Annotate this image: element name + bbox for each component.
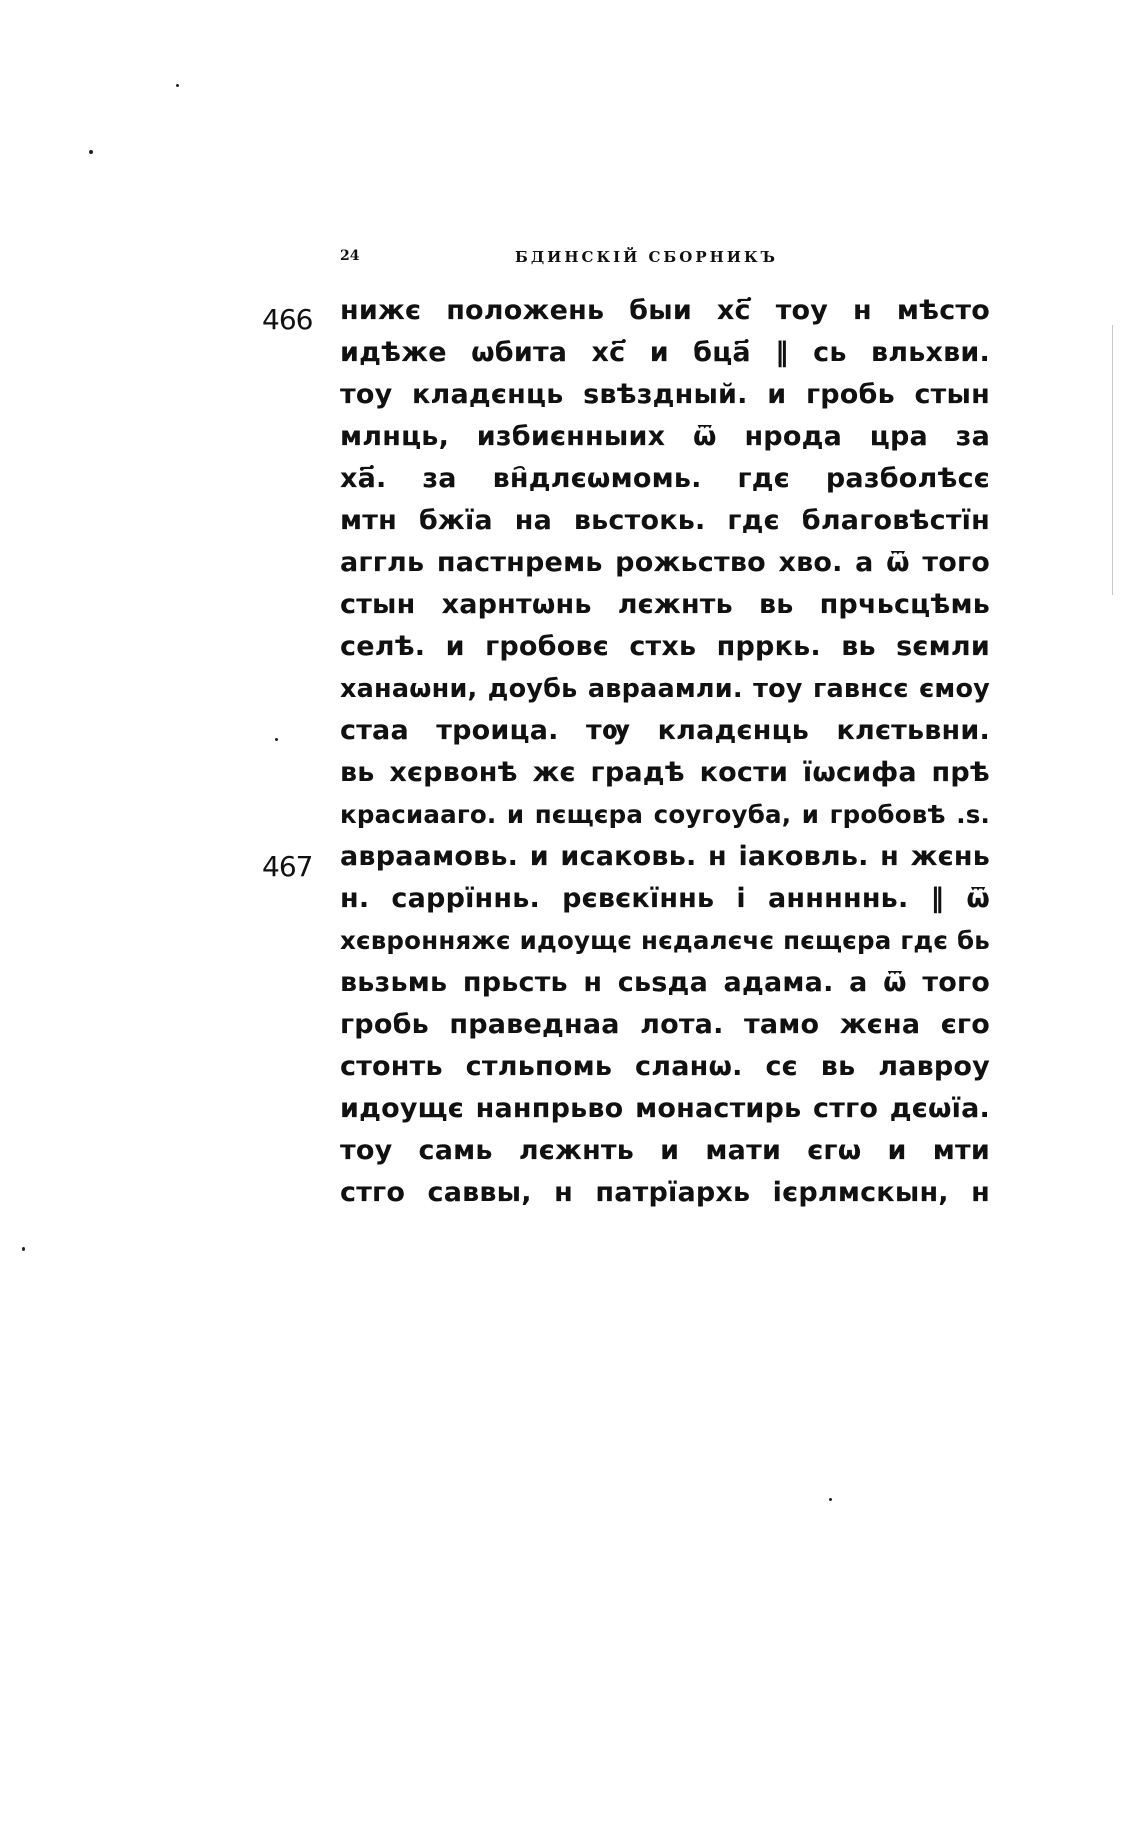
text-line: мтн бжїа на вьстокь. гдє благовѣстїн bbox=[340, 505, 990, 536]
text-line: хєвронняжє идоущє нєдалєчє пєщєра гдє бь bbox=[340, 926, 990, 955]
main-text bbox=[340, 290, 990, 1214]
scan-speck bbox=[829, 1498, 832, 1501]
text-line: гробь праведнаа лота. тамо жєна єго bbox=[340, 1009, 990, 1040]
scan-speck bbox=[275, 738, 278, 741]
text-line: стын харнтѡнь лєжнть вь прчьсцѣмь bbox=[340, 589, 990, 620]
running-title: БДИНСКІЙ СБОРНИКЪ bbox=[515, 248, 778, 266]
text-line: идоущє нанпрьво монастирь стго дєѡїа. bbox=[340, 1093, 990, 1124]
text-line: нижє положень быи хс҃ тоу н мѣсто bbox=[340, 295, 990, 326]
text-line: ханаѡни, доубь авраамли. тоу гавнсє ємоу bbox=[340, 674, 990, 704]
text-line: красиааго. и пєщєра соугоуба, и гробовѣ .ѕ. bbox=[340, 800, 990, 829]
text-line: стго саввы, н патрїархь ієрлмскын, н bbox=[340, 1177, 990, 1208]
text-line: тоу самь лєжнть и мати єгѡ и мти bbox=[340, 1135, 990, 1166]
scan-speck bbox=[176, 84, 179, 87]
text-line: авраамовь. и исаковь. н іаковль. н жєнь bbox=[340, 841, 990, 872]
text-line: тоу кладєнць ѕвѣздный. и гробь стын bbox=[340, 379, 990, 410]
text-line: вь хєрвонѣ жє градѣ кости їѡсифа прѣ bbox=[340, 757, 990, 788]
margin-number-467: 467 bbox=[262, 850, 313, 883]
text-line: стаа троица. тѹ кладєнць клєтьвни. bbox=[340, 715, 990, 746]
text-line: селѣ. и гробовє стхь прркь. вь ѕємли bbox=[340, 631, 990, 662]
text-line: идѣже ѡбита хс҃ и бца҃ ‖ сь вльхви. bbox=[340, 337, 990, 368]
text-line: аггль пастнремь рожьство хво. а ѿ того bbox=[340, 547, 990, 578]
text-line: млнць, избиєнныих ѿ нрода цра за bbox=[340, 421, 990, 452]
page-edge-shadow bbox=[1112, 325, 1113, 595]
margin-number-466: 466 bbox=[262, 303, 313, 336]
text-line: вьзьмь прьсть н сьѕда адама. а ѿ того bbox=[340, 967, 990, 998]
scan-speck bbox=[22, 1247, 25, 1251]
text-line: стонть стльпомь сланѡ. сє вь лавроу bbox=[340, 1051, 990, 1082]
scan-speck bbox=[89, 150, 93, 154]
text-line: ха҃. за вн҄длєѡмомь. гдє разболѣсє bbox=[340, 463, 990, 494]
text-line: н. саррїннь. рєвєкїннь і анннннь. ‖ ѿ bbox=[340, 883, 990, 914]
page-number: 24 bbox=[340, 248, 360, 264]
page-header bbox=[340, 248, 990, 272]
